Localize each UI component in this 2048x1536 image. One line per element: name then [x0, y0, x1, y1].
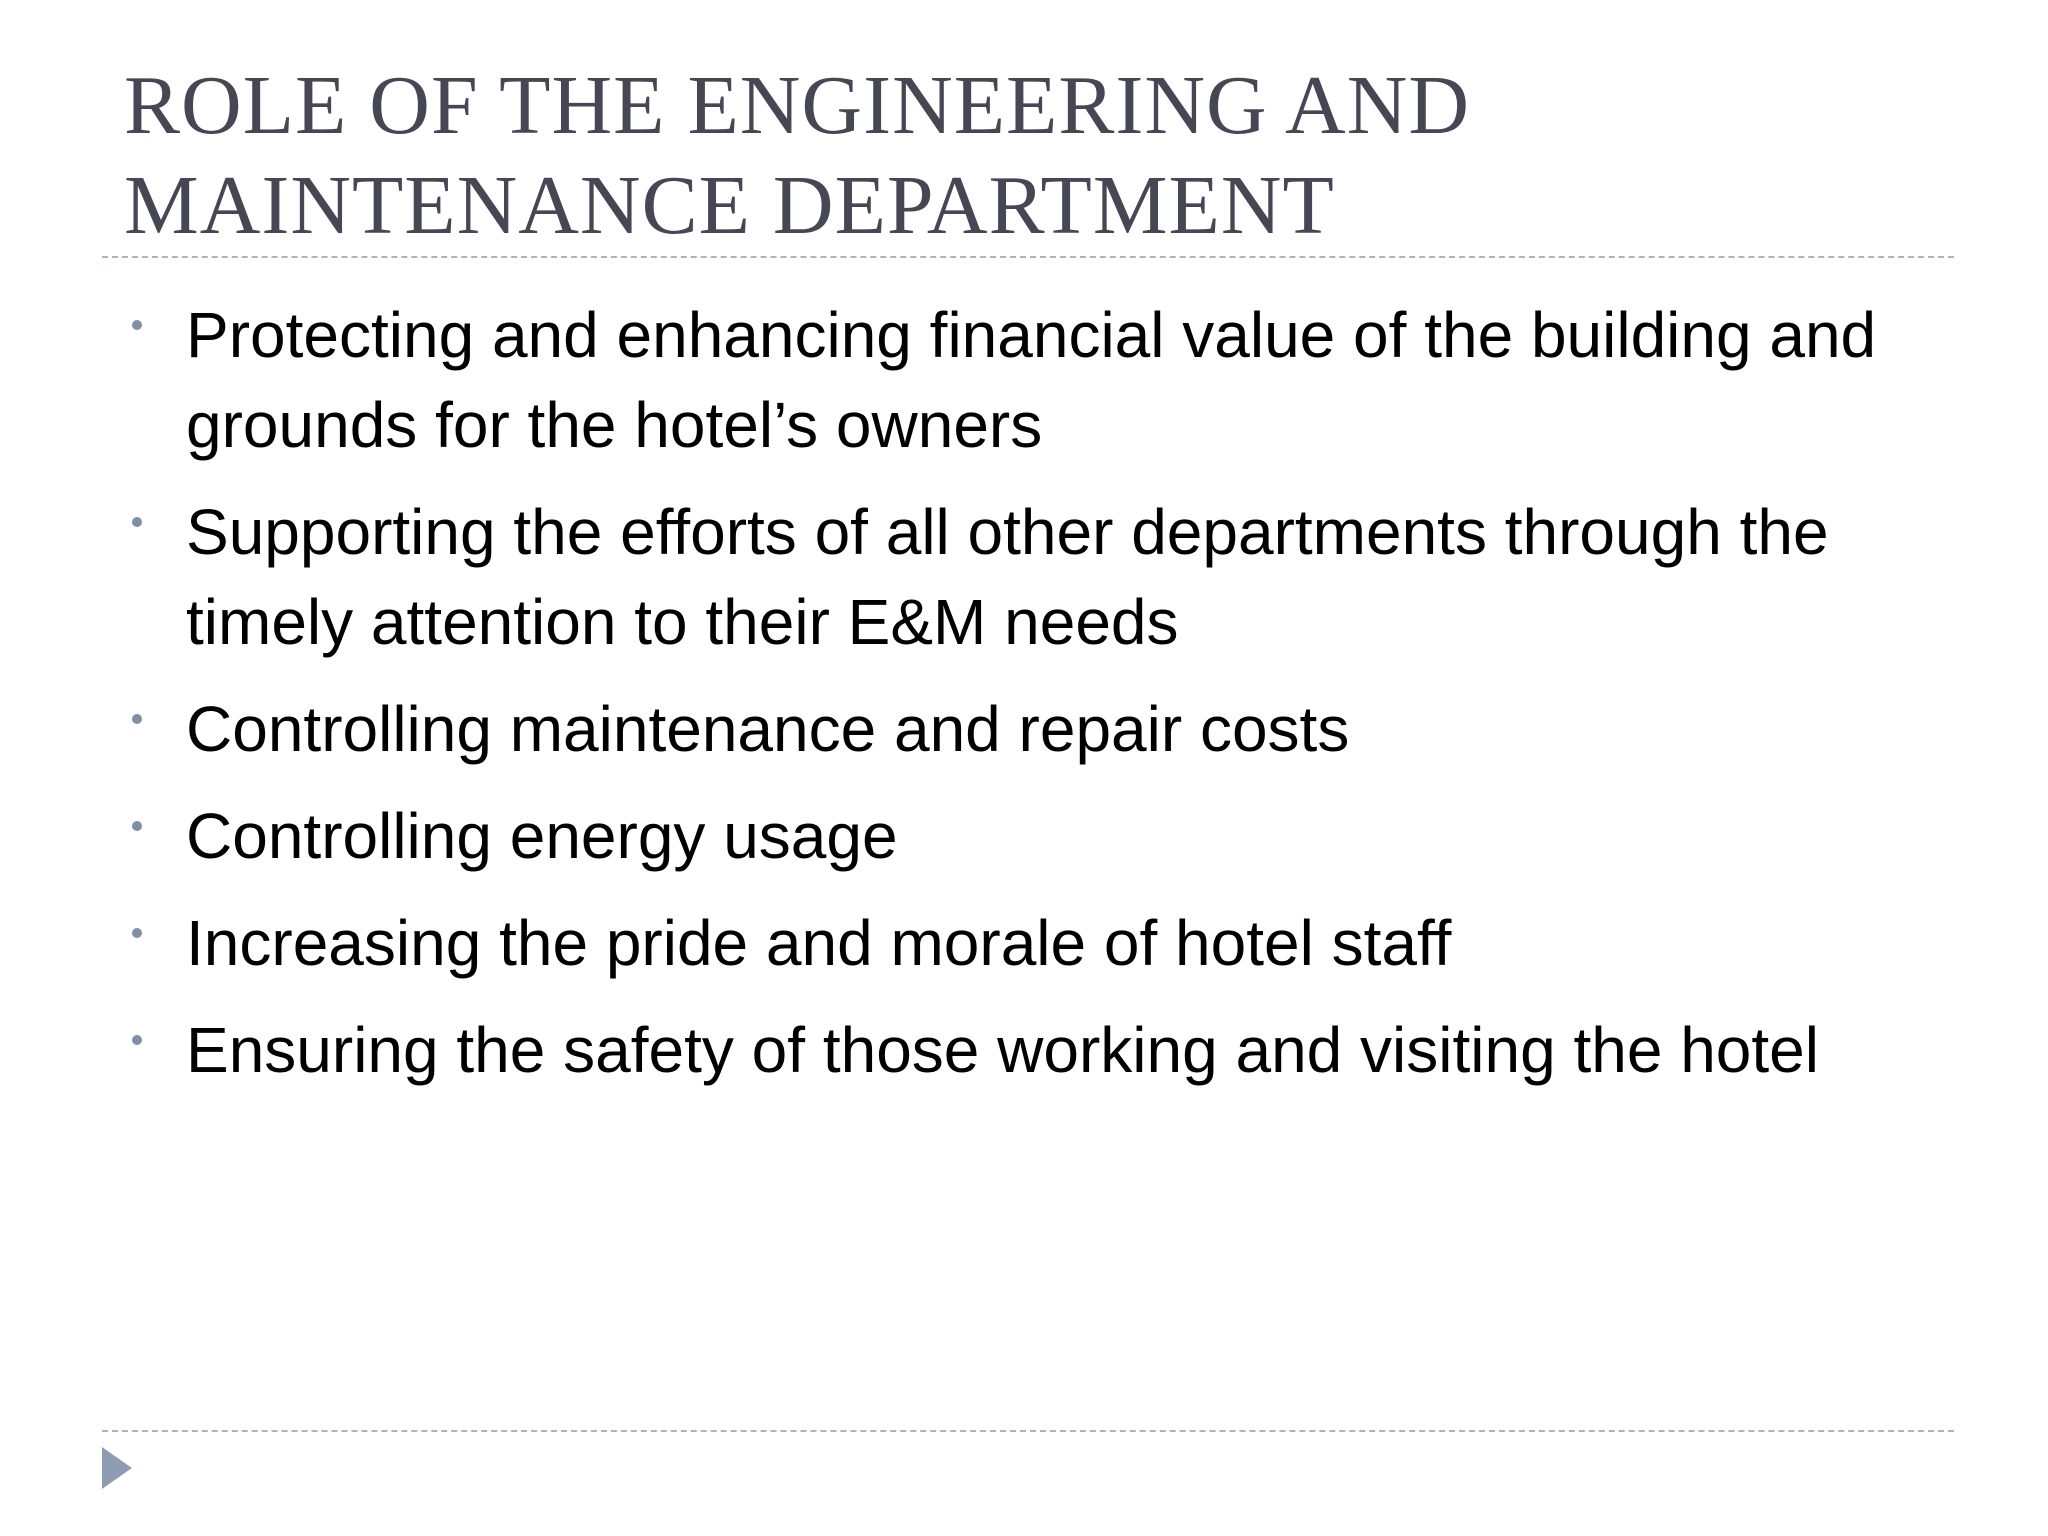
bullet-item	[124, 290, 1964, 470]
bullet-text: Controlling maintenance and repair costs	[186, 693, 1350, 765]
bullet-item	[124, 684, 1964, 774]
bullet-dot-icon	[132, 821, 142, 831]
slide-title-line-1: ROLE OF THE ENGINEERING AND	[124, 59, 1471, 152]
footer-divider	[102, 1430, 1954, 1432]
slide-title-line-2: MAINTENANCE DEPARTMENT	[124, 159, 1335, 252]
bullet-list	[124, 290, 1964, 1112]
bullet-text: Ensuring the safety of those working and visiting the hotel	[186, 1014, 1819, 1086]
bullet-dot-icon	[132, 1035, 142, 1045]
title-divider	[102, 256, 1954, 258]
bullet-item	[124, 791, 1964, 881]
bullet-dot-icon	[132, 320, 142, 330]
bullet-dot-icon	[132, 928, 142, 938]
slide-title	[124, 56, 1944, 256]
bullet-text: Controlling energy usage	[186, 800, 898, 872]
bullet-dot-icon	[132, 714, 142, 724]
bullet-text: Supporting the efforts of all other departments through the timely attention to their E&M needs	[186, 496, 1829, 658]
play-triangle-icon[interactable]	[102, 1447, 132, 1489]
bullet-text: Protecting and enhancing financial value of the building and grounds for the hotel’s owners	[186, 299, 1877, 461]
bullet-item	[124, 487, 1964, 667]
bullet-text: Increasing the pride and morale of hotel staff	[186, 907, 1452, 979]
bullet-item	[124, 1005, 1964, 1095]
bullet-item	[124, 898, 1964, 988]
bullet-dot-icon	[132, 517, 142, 527]
